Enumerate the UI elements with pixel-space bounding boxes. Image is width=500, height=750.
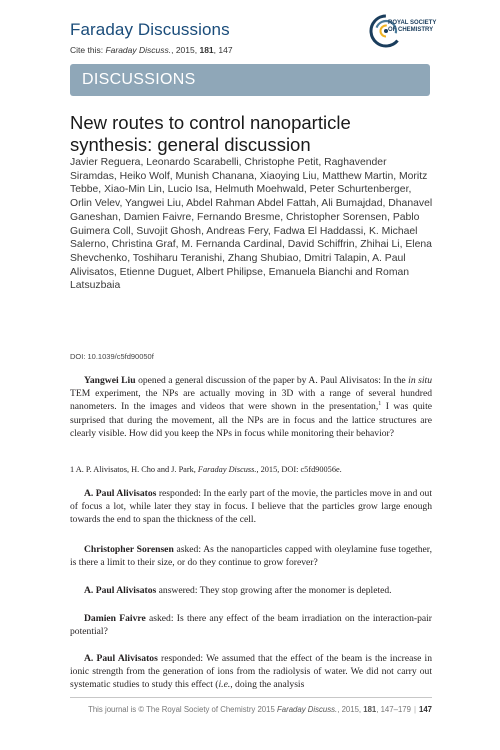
speaker-name: A. Paul Alivisatos <box>84 653 158 664</box>
discussion-paragraph-3: Christopher Sorensen asked: As the nanoparticles capped with oleylamine fuse together, is there a limit to their size, or do they continue to grow forever? <box>70 544 432 569</box>
section-banner <box>70 64 430 96</box>
discussion-paragraph-4: A. Paul Alivisatos answered: They stop growing after the monomer is depleted. <box>84 585 392 596</box>
author-list: Javier Reguera, Leonardo Scarabelli, Christophe Petit, Raghavender Siramdas, Heiko Wolf, Munish Chanana, Xiaoying Liu, Matthew Martin, Moritz Tebbe, Xiao-Min Lin, Lucio Isa, Helmuth Moehwald, Peter Schurtenberger, Orlin Velev, Yangwei Liu, Abdel Rahman Abdel Fattah, Ali Bumajdad, Dhanavel Ganeshan, Damien Faivre, Fernando Bresme, Christopher Sorensen, Pablo Guimera Coll, Suvojit Ghosh, Andreas Fery, Fadwa El Haddassi, K. Michael Salerno, Christina Graf, M. Fernanda Cardinal, David Schiffrin, Zhihai Li, Elena Shevchenko, Toshiharu Teranishi, Zhang Shubiao, Dmitri Talapin, A. Paul Alivisatos, Etienne Duguet, Albert Philipse, Emanuela Bianchi and Roman Latsuzbaia <box>70 157 433 292</box>
discussion-paragraph-5: Damien Faivre asked: Is there any effect of the beam irradiation on the interaction-pair potential? <box>70 613 432 638</box>
footer-divider <box>70 697 432 698</box>
speaker-name: Yangwei Liu <box>84 375 136 386</box>
speaker-name: A. Paul Alivisatos <box>84 585 157 596</box>
speaker-name: Christopher Sorensen <box>84 544 174 555</box>
speaker-name: A. Paul Alivisatos <box>84 488 157 499</box>
discussion-paragraph-1: Yangwei Liu opened a general discussion of the paper by A. Paul Alivisatos: In the in situ TEM experiment, the NPs are actually moving in 3D with a range of several hundred nanometers. In the images and videos that were shown in the presentation,$^1$ I was quite surprised that during the movement, all the NPs are in focus and the lattice structures are clearly visible. How did you keep the NPs in focus while monitoring their behavior? <box>70 375 432 439</box>
rsc-logo-text: ROYAL SOCIETY OF CHEMISTRY <box>388 20 437 33</box>
page-footer: This journal is © The Royal Society of Chemistry 2015 Faraday Discuss., 2015, 181, 147–179 | 147 <box>88 705 432 714</box>
citation-line: Cite this: Faraday Discuss., 2015, 181, 147 <box>70 45 233 55</box>
footnote: 1 A. P. Alivisatos, H. Cho and J. Park, Faraday Discuss., 2015, DOI: c5fd90056e. <box>70 465 342 474</box>
section-label: DISCUSSIONS <box>82 71 196 88</box>
page-number: 147 <box>418 705 432 714</box>
article-title: New routes to control nanoparticle synthesis: general discussion <box>70 112 351 155</box>
reference-marker: 1 <box>378 401 382 408</box>
discussion-paragraph-2: A. Paul Alivisatos responded: In the early part of the movie, the particles move in and out of focus a lot, while later they stay in focus. I believe that the particles grow large enough towards the end to span the thickness of the cell. <box>70 488 432 526</box>
speaker-name: Damien Faivre <box>84 613 146 624</box>
journal-title: Faraday Discussions <box>70 20 230 39</box>
discussion-paragraph-6: A. Paul Alivisatos responded: We assumed that the effect of the beam is the increase in ionic strength from the generation of ions from the radiolysis of water. We did not carry out systematic studies to study this effect (i.e., doing the analysis <box>70 653 432 691</box>
doi-line: DOI: 10.1039/c5fd90050f <box>70 352 154 361</box>
